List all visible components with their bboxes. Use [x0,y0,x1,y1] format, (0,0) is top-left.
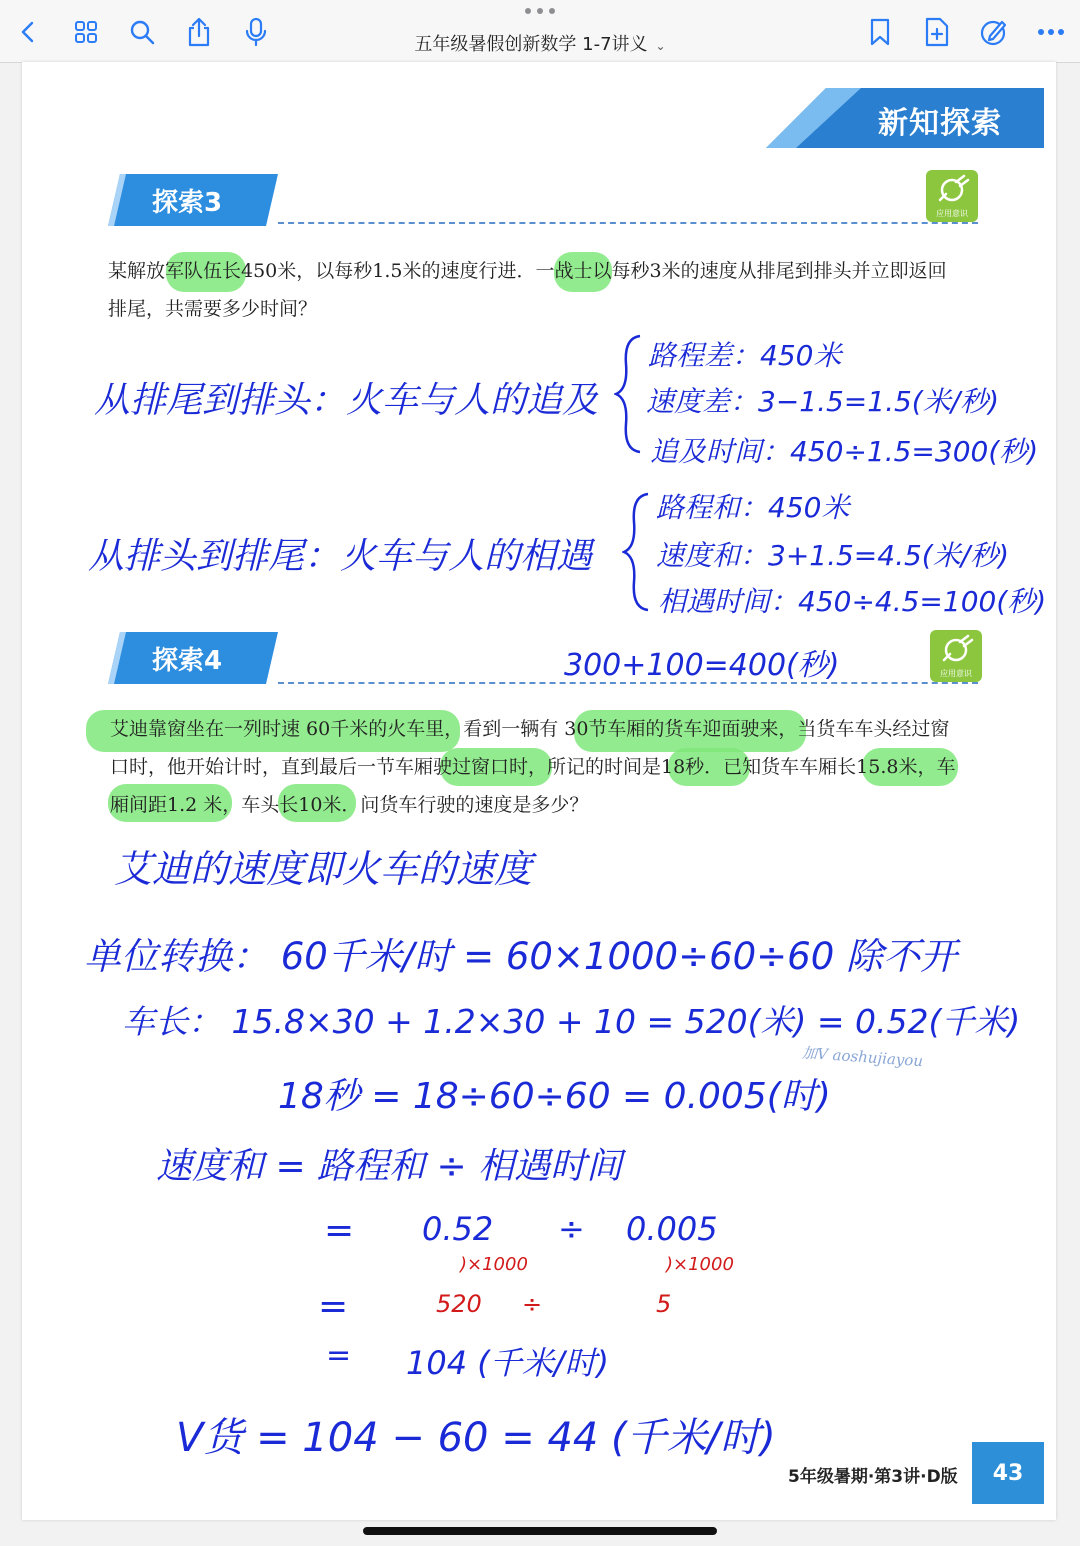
handwriting-note: )×1000 [460,1254,528,1275]
app-awareness-icon [930,630,982,682]
handwriting-line: 艾迪的速度即火车的速度 [114,847,533,891]
markup-icon[interactable] [976,14,1012,50]
handwriting-line: 速度和：3+1.5=4.5(米/秒) [656,539,1010,572]
document-title-text: 五年级暑假创新数学 1-7讲义 [414,34,648,55]
problem-line: 某解放军队伍长450米，以每秒1.5米的速度行进．一战士以每秒3米的速度从排尾到排头并立即返回 [108,260,947,282]
search-icon[interactable] [124,14,160,50]
explore3-label: 探索3 [152,188,223,218]
app-badge-label: 应用意识 [940,669,972,678]
mic-icon[interactable] [238,14,274,50]
handwriting-value: 0.005 [626,1210,718,1248]
problem-line: 艾迪靠窗坐在一列时速 60千米的火车里，看到一辆有 30节车厢的货车迎面驶来，当货车车头经过窗 [110,718,950,740]
handwriting-value: 5 [656,1290,672,1318]
watermark: 加V aoshujiayou [801,1043,924,1071]
explore4-label: 探索4 [152,646,223,676]
explore3-problem [108,252,947,328]
document-page[interactable] [22,62,1056,1520]
bookmark-icon[interactable] [862,14,898,50]
more-icon[interactable] [1033,14,1069,50]
back-icon[interactable] [10,14,46,50]
share-icon[interactable] [181,14,217,50]
brace [622,492,652,612]
handwriting-line: 路程差：450米 [648,339,842,372]
handwriting-line: 速度差：3−1.5=1.5(米/秒) [646,385,1000,418]
add-page-icon[interactable] [919,14,955,50]
handwriting-line: 单位转换： 60千米/时 = 60×1000÷60÷60 除不开 [84,935,958,978]
banner-title: 新知探索 [878,106,1002,141]
handwriting-equals: = [324,1210,355,1251]
problem-line: 厢间距1.2 米，车头长10米．问货车行驶的速度是多少？ [110,794,589,816]
handwriting-line: 18秒 = 18÷60÷60 = 0.005(时) [278,1076,831,1117]
handwriting-value: 104 (千米/时) [406,1344,610,1382]
footer-text: 5年级暑期·第3讲·D版 [788,1467,958,1487]
handwriting-catchup-label: 从排尾到排头：火车与人的追及 [94,380,599,421]
handwriting-line: 车长： 15.8×30 + 1.2×30 + 10 = 520(米) = 0.52(千米) [122,1002,1021,1041]
handwriting-line: 追及时间：450÷1.5=300(秒) [650,435,1039,468]
explore4-problem [110,710,955,824]
handwriting-line: 相遇时间：450÷4.5=100(秒) [658,585,1047,618]
document-title[interactable] [330,30,750,56]
problem-line: 排尾，共需要多少时间？ [108,298,318,320]
grid-icon[interactable] [68,14,104,50]
home-indicator[interactable] [363,1527,717,1535]
problem-line: 口时，他开始计时，直到最后一节车厢驶过窗口时，所记的时间是18秒．已知货车车厢长15.8米，车 [110,756,956,778]
handwriting-line: 速度和 = 路程和 ÷ 相遇时间 [156,1146,623,1187]
divider [278,222,978,224]
handwriting-equals: = [326,1338,352,1373]
handwriting-total: 300+100=400(秒) [564,648,840,683]
handwriting-note: )×1000 [666,1254,734,1275]
handwriting-value: 520 [436,1290,482,1318]
handwriting-line: 路程和：450米 [656,491,850,524]
handwriting-equals: = [318,1286,349,1327]
window-handle-icon[interactable] [525,8,555,18]
handwriting-answer: V货 = 104 − 60 = 44 (千米/时) [176,1415,776,1461]
toolbar [0,0,1080,63]
handwriting-value: 0.52 [422,1210,494,1248]
handwriting-meet-label: 从排头到排尾：火车与人的相遇 [88,536,593,577]
app-awareness-icon [926,170,978,222]
page-number: 43 [972,1442,1044,1504]
brace [614,334,644,454]
handwriting-operator: ÷ [558,1210,585,1248]
app-badge-label: 应用意识 [936,209,968,218]
chevron-down-icon: ⌄ [655,39,666,53]
handwriting-operator: ÷ [522,1290,543,1318]
